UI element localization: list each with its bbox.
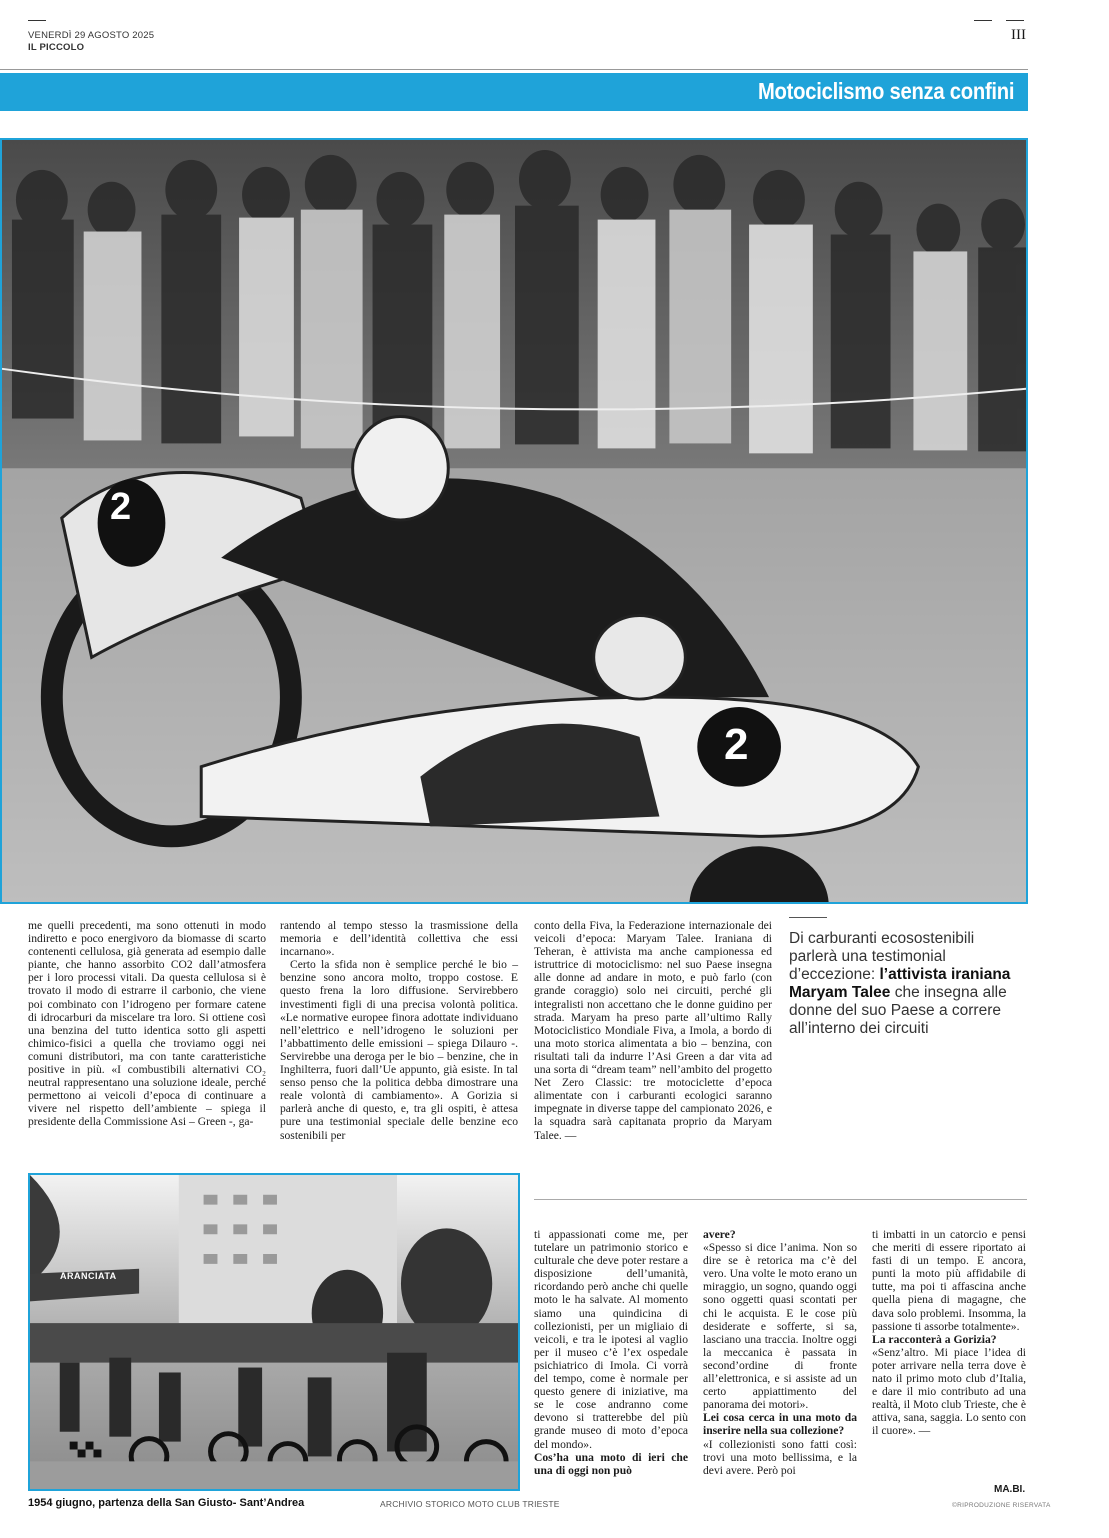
section-banner [0,73,1028,111]
section-title: Motociclismo senza confini [757,78,1014,104]
author-signature: MA.BI. [994,1484,1026,1495]
pull-quote-bold: l’attivista iraniana Maryam Talee [789,966,1011,1001]
article-column-2 [280,919,518,1142]
interview-column-1 [534,1228,688,1477]
page-number: III [1011,27,1026,43]
interview-answer-3: «Senz’altro. Mi piace l’idea di poter arrivare nella terra dove è nato il primo moto club d’Italia, e dare il mio contributo ad una realtà, il Moto club Trieste, che è attiva, sana, saggia. Lo sento con il cuore». — [872,1345,1026,1438]
race-number-front: 2 [110,486,132,528]
header-newspaper: IL PICCOLO [28,42,85,53]
pull-quote-text-2: che insegna alle donne del suo Paese a correre all’interno dei circuiti [789,984,1007,1037]
shop-sign: ARANCIATA [60,1271,117,1281]
article-col1-text: me quelli precedenti, ma sono ottenuti in modo indiretto e poco energivoro da biomasse di scarto contenenti cellulosa, già generata ad esempio dalle piante, che hanno assorbito CO2 dall’atmosfera per i loro processi vitali. Da questa cellulosa si è trovato il modo di estrarre il carbonio, che viene poi combinato con l’idrogeno per formare catene di idrocarburi da miscelare tra loro. Si ottiene così una benzina del tutto identica sotto gli aspetti chimico-fisici a quella che troviamo oggi nei comuni distributori, ma con tante caratteristiche positive in più. «I combustibili alternativi CO₂ neutral rappresentano una soluzione ideale, perché permettono ai veicoli d’epoca di continuare a vivere nel rispetto dell’ambiente – spiega il presidente della Commissione Asi – Green -, ga- [28,919,266,1129]
interview-question-1-end: avere? [703,1228,736,1241]
sidecar-race-photo-icon [2,140,1026,902]
article-column-1 [28,919,266,1129]
interview-question-2: Lei cosa cerca in una moto da inserire nella sua collezione? [703,1411,857,1438]
header-rule [28,20,46,21]
header-divider [0,69,1028,70]
article-col3-text: conto della Fiva, la Federazione internazionale dei veicoli d’epoca: Maryam Talee. Iraniana di Teheran, è attivista ma anche campionessa ed istruttrice di motociclismo: nel suo Paese insegna alle donne ad andare in moto, e può farlo (con grande coraggio) solo nei circuiti, perché gli integralisti non accettano che le donne guidino per strada. Maryam ha preso parte all’ultimo Rally Motociclistico Mondiale Fiva, a Imola, a bordo di una moto storica alimentata a bio – benzina, con risultati tali da indurre l’Asi Green a dar vita ad una sorta di “dream team” nell’ambito del progetto Net Zero Classic: tre motociclette d’epoca alimentate con i carburanti ecologici saranno impegnate in diverse tappe del campionato 2026, e la squadra sarà capitanata proprio da Maryam Talee. — [534,919,772,1142]
copyright-notice: ©RIPRODUZIONE RISERVATA [952,1502,1051,1509]
main-photo [0,138,1028,904]
pull-quote [789,930,1024,1038]
article-col2-p2: Certo la sfida non è semplice perché le bio – benzine sono ancora molto, troppo costose. E questo frena la loro diffusione. Servirebbero investimenti figli di una precisa volontà politica. «Le normative europee finora adottate individuano nell’elettrico e nell’idrogeno le soluzioni per l’abbattimento delle emissioni – spiega Dilauro -. Servirebbe una deroga per le bio – benzine, che in Inghilterra, fuori dall’Ue appunto, già esiste. In tal senso penso che la politica debba dimostrare una reale volontà di cambiamento». A Gorizia si parlerà anche di questo, e, tra gli ospiti, è attesa pure una testimonial speciale delle benzine eco sostenibili per [280,958,518,1142]
photo-credit: ARCHIVIO STORICO MOTO CLUB TRIESTE [380,1499,560,1509]
header-date: VENERDÌ 29 AGOSTO 2025 [28,30,155,41]
pull-quote-text-1: Di carburanti ecosostenibili parlerà una testimonial d’eccezione: [789,930,975,983]
interview-question-3: La racconterà a Gorizia? [872,1332,997,1346]
interview-divider [534,1199,1027,1200]
article-col2-p1: rantendo al tempo stesso la trasmissione della memoria e dell’identità collettiva che essi incarnano». [280,919,518,959]
header-rule-right-2 [1006,20,1024,21]
interview-column-2 [703,1228,857,1477]
header-rule-right-1 [974,20,992,21]
interview-column-3 [872,1228,1026,1438]
interview-answer-2-cont: ti imbatti in un catorcio e pensi che meriti di essere riportato ai fasti di un tempo. E ancora, punti la moto più affidabile di tutte, ma poi ti affascina anche quella piena di magagne, che dava solo problemi. Insomma, la passione ti assorbe totalmente». [872,1228,1026,1333]
race-number-sidecar: 2 [724,720,749,769]
archive-photo [28,1173,520,1491]
interview-question-1: Cos’ha una moto di ieri che una di oggi non può [534,1450,688,1477]
interview-answer-1: «Spesso si dice l’anima. Non so dire se è retorica ma c’è del vero. Una volte le moto erano un miraggio, un sogno, quando oggi sono oggetti quasi scontati per chi le acquista. E le cose più desiderate e sofferte, si sa, lasciano una traccia. Inoltre oggi la meccanica è passata in second’ordine di fronte all’elettronica, e si assiste ad un certo appiattimento del panorama dei motori». [703,1241,857,1412]
photo-caption: 1954 giugno, partenza della San Giusto- Sant’Andrea [28,1497,305,1509]
callout-rule [789,917,827,918]
vintage-motorbike-race-photo-icon [30,1175,518,1489]
article-column-3 [534,919,772,1142]
interview-col1-text: ti appassionati come me, per tutelare un patrimonio storico e culturale che deve poter restare a disposizione dell’umanità, ricordando però anche chi quelle moto le ha salvate. Al momento siamo una quindicina di collezionisti, per un migliaio di veicoli, e tra le ipotesi al vaglio per il museo c’è l’ex ospedale psichiatrico di Imola. Ci vorrà del tempo, come è normale per questo genere di iniziative, ma se le cose andranno come devono si tratterebbe del più grande museo di moto d’epoca del mondo». [534,1228,688,1451]
interview-answer-2: «I collezionisti sono fatti così: trovi una moto bellissima, e la devi avere. Però poi [703,1437,857,1477]
